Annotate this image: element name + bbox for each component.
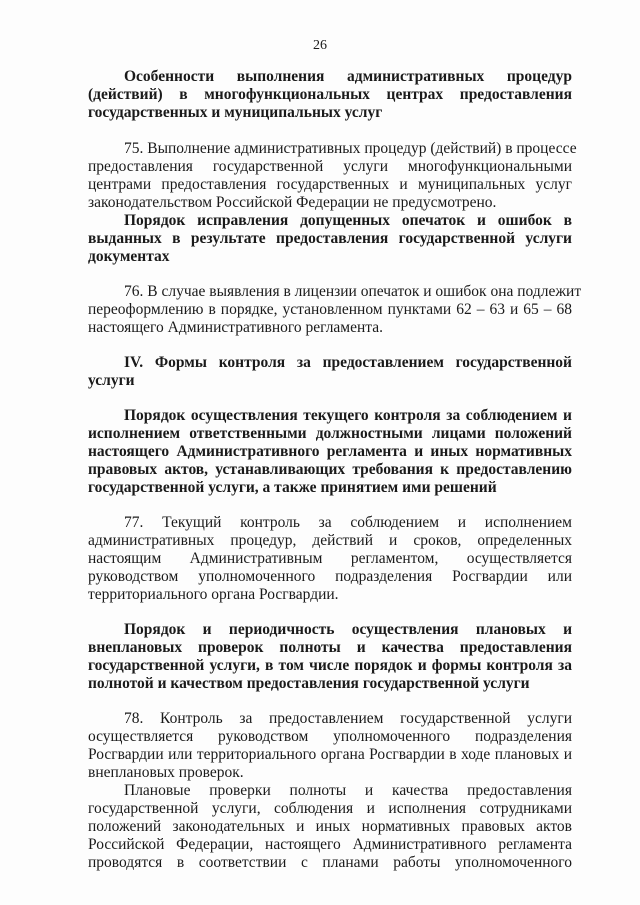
- paragraph-line: Российской Федерации, настоящего Административного регламента: [88, 836, 572, 853]
- paragraph-line: настоящим Административным регламентом, осуществляется: [88, 550, 572, 567]
- paragraph-line: руководством уполномоченного подразделения Росгвардии или: [88, 568, 572, 585]
- paragraph-line: территориального органа Росгвардии.: [88, 586, 339, 603]
- heading-line: Порядок исправления допущенных опечаток и ошибок в: [124, 212, 572, 229]
- paragraph-line: Плановые проверки полноты и качества предоставления: [124, 782, 572, 799]
- paragraph-line: административных процедур, действий и сроков, определенных: [88, 532, 572, 549]
- heading-line: Порядок и периодичность осуществления плановых и: [124, 621, 572, 638]
- paragraph-line: проводятся в соответствии с планами работы уполномоченного: [88, 854, 572, 871]
- paragraph-line: положений законодательных и иных нормативных правовых актов: [88, 818, 572, 835]
- paragraph-line: внеплановых проверок.: [88, 764, 244, 781]
- paragraph-line: предоставления государственной услуги многофункциональными: [88, 158, 572, 175]
- heading-line: настоящего Административного регламента и иных нормативных: [88, 443, 572, 460]
- paragraph-line: государственной услуги, соблюдения и исполнения сотрудниками: [88, 800, 572, 817]
- paragraph-line: 75. Выполнение административных процедур (действий) в процессе: [124, 140, 577, 157]
- heading-line: IV. Формы контроля за предоставлением государственной: [124, 354, 572, 371]
- paragraph-line: центрами предоставления государственных и муниципальных услуг: [88, 176, 572, 193]
- heading-line: выданных в результате предоставления государственной услуги: [88, 230, 572, 247]
- heading-line: (действий) в многофункциональных центрах предоставления: [88, 86, 572, 103]
- paragraph-line: законодательством Российской Федерации не предусмотрено.: [88, 194, 497, 211]
- heading-line: услуги: [88, 372, 135, 389]
- heading-line: государственной услуги, в том числе порядок и формы контроля за: [88, 657, 572, 674]
- heading-line: Особенности выполнения административных процедур: [124, 68, 572, 85]
- heading-line: исполнением ответственными должностными лицами положений: [88, 425, 572, 442]
- heading-line: внеплановых проверок полноты и качества предоставления: [88, 639, 572, 656]
- paragraph-line: 78. Контроль за предоставлением государственной услуги: [124, 710, 572, 727]
- paragraph-line: 76. В случае выявления в лицензии опечаток и ошибок она подлежит: [124, 283, 582, 300]
- heading-line: государственной услуги, а также принятием ими решений: [88, 479, 497, 496]
- paragraph-line: переоформлению в порядке, установленном пунктами 62 – 63 и 65 – 68: [88, 301, 572, 318]
- page-number: 26: [313, 38, 327, 53]
- heading-line: Порядок осуществления текущего контроля за соблюдением и: [124, 407, 572, 424]
- paragraph-line: настоящего Административного регламента.: [88, 319, 384, 336]
- heading-line: документах: [88, 248, 170, 265]
- heading-line: полнотой и качеством предоставления государственной услуги: [88, 675, 530, 692]
- paragraph-line: 77. Текущий контроль за соблюдением и исполнением: [124, 514, 572, 531]
- paragraph-line: Росгвардии или территориального органа Росгвардии в ходе плановых и: [88, 746, 572, 763]
- heading-line: государственных и муниципальных услуг: [88, 104, 383, 121]
- heading-line: правовых актов, устанавливающих требования к предоставлению: [88, 461, 572, 478]
- paragraph-line: осуществляется руководством уполномоченного подразделения: [88, 728, 572, 745]
